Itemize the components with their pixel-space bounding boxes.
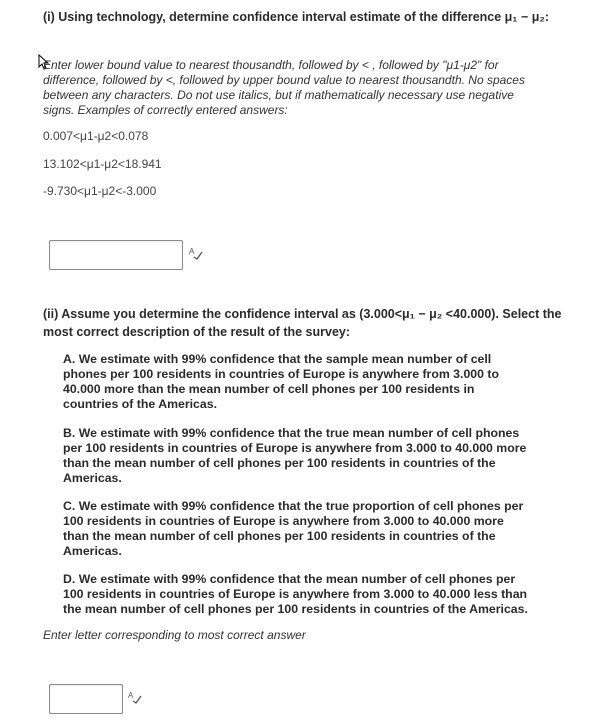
spell-check-icon[interactable] [189, 246, 203, 260]
option-d: D. We estimate with 99% confidence that the mean number of cell phones per 100 residents in countries of Europe is anywhere from 3.000 to 40.000 less than the mean number of cell phones per 100 residents in countries of the Americas. [63, 572, 528, 616]
confidence-interval-input[interactable] [49, 240, 183, 270]
svg-text:A: A [189, 247, 195, 256]
question-1-instructions: Enter lower bound value to nearest thousandth, followed by < , followed by "μ1-μ2" for difference, followed by <, followed by upper bound value to nearest thousandth. No spaces between any characters. Do not use italics, but if mathematically necessary use negative signs. Examples of correctly entered answers: [43, 58, 525, 117]
option-b: B. We estimate with 99% confidence that the true mean number of cell phones per 100 residents in countries of Europe is anywhere from 3.000 to 40.000 more than the mean number of cell phones per 100 residents in countries of the Americas. [63, 426, 527, 485]
example-answer-2: 13.102<μ1-μ2<18.941 [43, 157, 162, 171]
answer-prompt: Enter letter corresponding to most correct answer [43, 628, 306, 642]
option-c: C. We estimate with 99% confidence that the true proportion of cell phones per 100 residents in countries of Europe is anywhere from 3.000 to 40.000 more than the mean number of cell phones per 100 residents in countries of the Americas. [63, 499, 524, 558]
question-1-title: (i) Using technology, determine confidence interval estimate of the difference μ₁ − μ₂: [43, 10, 550, 24]
letter-answer-input[interactable] [49, 684, 123, 714]
question-2-title: (ii) Assume you determine the confidence interval as (3.000<μ₁ − μ₂ <40.000). Select the most correct description of the result of the survey: [43, 307, 562, 339]
example-answer-1: 0.007<μ1-μ2<0.078 [43, 129, 149, 143]
option-a: A. We estimate with 99% confidence that the sample mean number of cell phones per 100 residents in countries of Europe is anywhere from 3.000 to 40.000 more than the mean number of cell phones per 100 residents in countries of the Americas. [63, 352, 499, 411]
example-answer-3: -9.730<μ1-μ2<-3.000 [43, 184, 157, 198]
spell-check-icon[interactable] [128, 690, 142, 704]
svg-text:A: A [128, 691, 134, 700]
